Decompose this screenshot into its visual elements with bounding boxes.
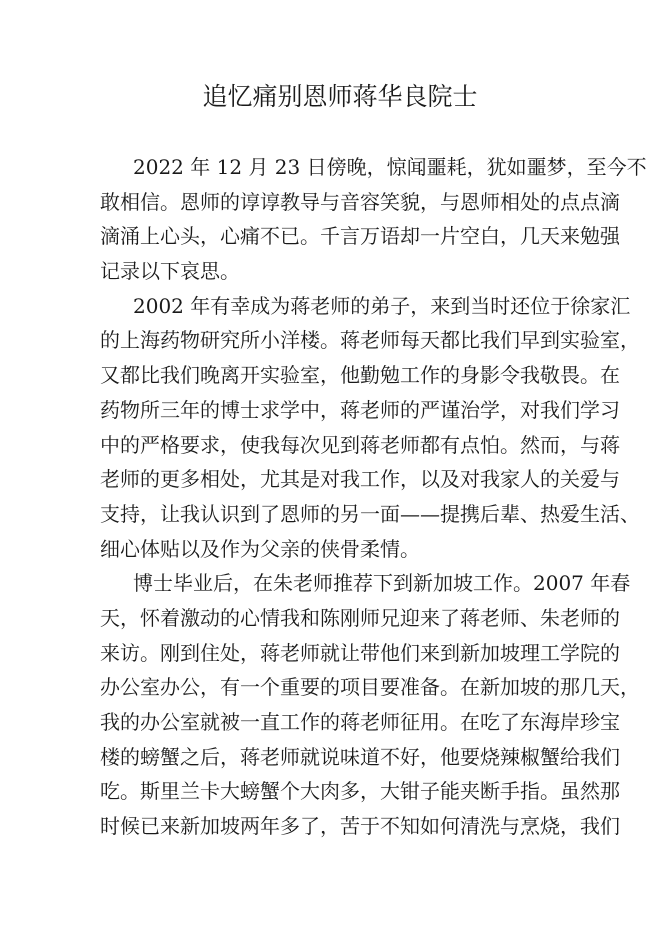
text-line: 楼的螃蟹之后，蒋老师就说味道不好，他要烧辣椒蟹给我们 xyxy=(100,744,620,769)
text-line: 我的办公室就被一直工作的蒋老师征用。在吃了东海岸珍宝 xyxy=(100,710,620,734)
text-line: 2002 年有幸成为蒋老师的弟子，来到当时还位于徐家汇 xyxy=(133,293,631,318)
text-line: 吃。斯里兰卡大螃蟹个大肉多，大钳子能夹断手指。虽然那 xyxy=(100,779,620,804)
text-line: 支持，让我认识到了恩师的另一面——提携后辈、热爱生活、 xyxy=(100,501,640,526)
document-body xyxy=(100,150,647,844)
text-line: 细心体贴以及作为父亲的侠骨柔情。 xyxy=(100,536,420,561)
text-line: 敢相信。恩师的谆谆教导与音容笑貌，与恩师相处的点点滴 xyxy=(100,189,620,214)
paragraph-3 xyxy=(100,566,640,844)
text-line: 又都比我们晚离开实验室，他勤勉工作的身影令我敬畏。在 xyxy=(100,363,620,388)
text-line: 博士毕业后，在朱老师推荐下到新加坡工作。2007 年春 xyxy=(133,571,631,596)
document-title: 追忆痛别恩师蒋华良院士 xyxy=(202,82,478,111)
paragraph-1 xyxy=(100,150,647,289)
text-line: 中的严格要求，使我每次见到蒋老师都有点怕。然而，与蒋 xyxy=(100,432,620,457)
text-line: 天，怀着激动的心情我和陈刚师兄迎来了蒋老师、朱老师的 xyxy=(100,605,620,630)
text-line: 来访。刚到住处，蒋老师就让带他们来到新加坡理工学院的 xyxy=(100,640,620,665)
text-line: 2022 年 12 月 23 日傍晚，惊闻噩耗，犹如噩梦，至今不 xyxy=(133,155,647,179)
text-line: 办公室办公，有一个重要的项目要准备。在新加坡的那几天， xyxy=(100,675,640,700)
text-line: 滴涌上心头，心痛不已。千言万语却一片空白，几天来勉强 xyxy=(100,224,620,249)
text-line: 记录以下哀思。 xyxy=(100,259,240,284)
paragraph-2 xyxy=(100,289,640,567)
text-line: 老师的更多相处，尤其是对我工作，以及对我家人的关爱与 xyxy=(100,467,620,492)
text-line: 时候已来新加坡两年多了，苦于不知如何清洗与烹烧，我们 xyxy=(100,814,620,839)
text-line: 药物所三年的博士求学中，蒋老师的严谨治学，对我们学习 xyxy=(100,397,620,422)
text-line: 的上海药物研究所小洋楼。蒋老师每天都比我们早到实验室， xyxy=(100,328,640,353)
